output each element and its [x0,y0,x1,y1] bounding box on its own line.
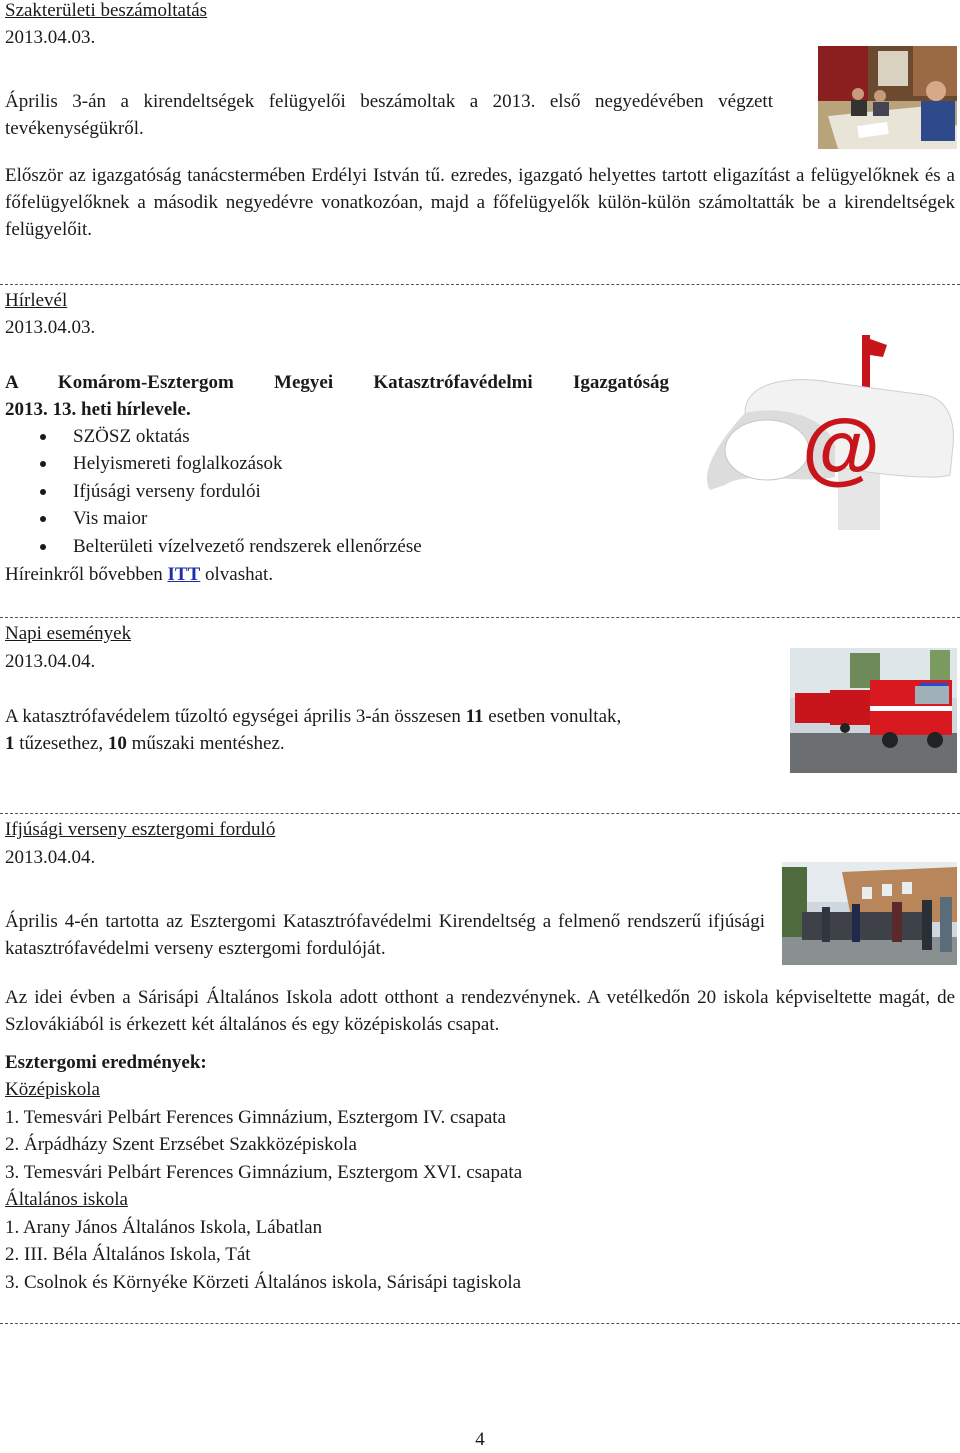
article-title-hirlevel[interactable]: Hírlevél [5,290,68,311]
list-item: Helyismereti foglalkozások [0,450,640,477]
article-title-ifjusagi-verseny[interactable]: Ifjúsági verseny esztergomi forduló [5,819,276,840]
newsletter-subheading: 2013. 13. heti hírlevele. [5,399,191,420]
article-date: 2013.04.03. [5,317,96,338]
read-more-prefix: Híreinkről bővebben [5,564,168,585]
mailbox-icon [705,335,955,530]
separator [0,617,960,618]
result-item: 2. Árpádházy Szent Erzsébet Szakközépiskola [5,1134,357,1155]
itt-link[interactable]: ITT [167,564,201,585]
incident-text: tűzesethez, [14,733,108,754]
incident-count-fire: 1 [5,733,15,754]
result-item: 3. Temesvári Pelbárt Ferences Gimnázium, Esztergom XVI. csapata [5,1162,523,1183]
page-number: 4 [475,1429,485,1450]
fire-trucks-photo [790,648,957,773]
article-title-beszamoltatas[interactable]: Szakterületi beszámoltatás [5,0,208,21]
results-heading: Esztergomi eredmények: [5,1052,207,1073]
result-item: 1. Temesvári Pelbárt Ferences Gimnázium, Esztergom IV. csapata [5,1107,506,1128]
article-paragraph: Április 3-án a kirendeltségek felügyelői beszámoltak a 2013. első negyedévében végzett tevékenységükről. [5,91,773,139]
article-paragraph: Először az igazgatóság tanácstermében Erdélyi István tű. ezredes, igazgató helyettes tartott eligazítást a felügyelőknek és a főfelügyelőknek a második negyedévre vonatkozóan, majd a főfelügyelők külön-külön számoltatták be a kirendeltségek felügyelőit. [5,165,955,240]
incident-text: műszaki mentéshez. [126,733,285,754]
read-more-line [5,561,273,588]
category-heading: Általános iskola [5,1189,128,1210]
incident-summary [5,703,775,757]
list-item: SZÖSZ oktatás [0,423,640,450]
read-more-suffix: olvashat. [200,564,274,585]
youth-competition-photo [782,862,957,965]
article-title-napi-esemenyek[interactable]: Napi események [5,623,132,644]
article-paragraph: Április 4-én tartotta az Esztergomi Katasztrófavédelmi Kirendeltség a felmenő rendszerű ifjúsági katasztrófavédelmi verseny esztergomi fordulóját. [5,911,765,959]
article-paragraph: Az idei évben a Sárisápi Általános Iskola adott otthont a rendezvénynek. A vetélkedőn 20 iskola képviseltette magát, de Szlovákiából is érkezett két általános és egy középiskolás csapat. [5,987,955,1035]
separator [0,813,960,814]
article-date: 2013.04.04. [5,651,96,672]
article-date: 2013.04.04. [5,847,96,868]
incident-text: esetben vonultak, [483,706,622,727]
at-sign: @ [802,403,881,492]
separator [0,284,960,285]
result-item: 3. Csolnok és Környéke Körzeti Általános iskola, Sárisápi tagiskola [5,1272,522,1293]
newsletter-topics [0,423,640,560]
article-date: 2013.04.03. [5,27,96,48]
incident-count-total: 11 [465,706,484,727]
result-item: 1. Arany János Általános Iskola, Lábatlan [5,1217,323,1238]
separator [0,1323,960,1324]
list-item: Belterületi vízelvezető rendszerek ellenőrzése [0,533,640,560]
meeting-photo [818,46,957,149]
category-heading: Középiskola [5,1079,100,1100]
incident-text: A katasztrófavédelem tűzoltó egységei április 3-án összesen [5,706,466,727]
result-item: 2. III. Béla Általános Iskola, Tát [5,1244,251,1265]
newsletter-heading: A Komárom-Esztergom Megyei Katasztrófavédelmi Igazgatóság [5,372,669,393]
incident-count-rescue: 10 [107,733,127,754]
list-item: Vis maior [0,505,640,532]
list-item: Ifjúsági verseny fordulói [0,478,640,505]
